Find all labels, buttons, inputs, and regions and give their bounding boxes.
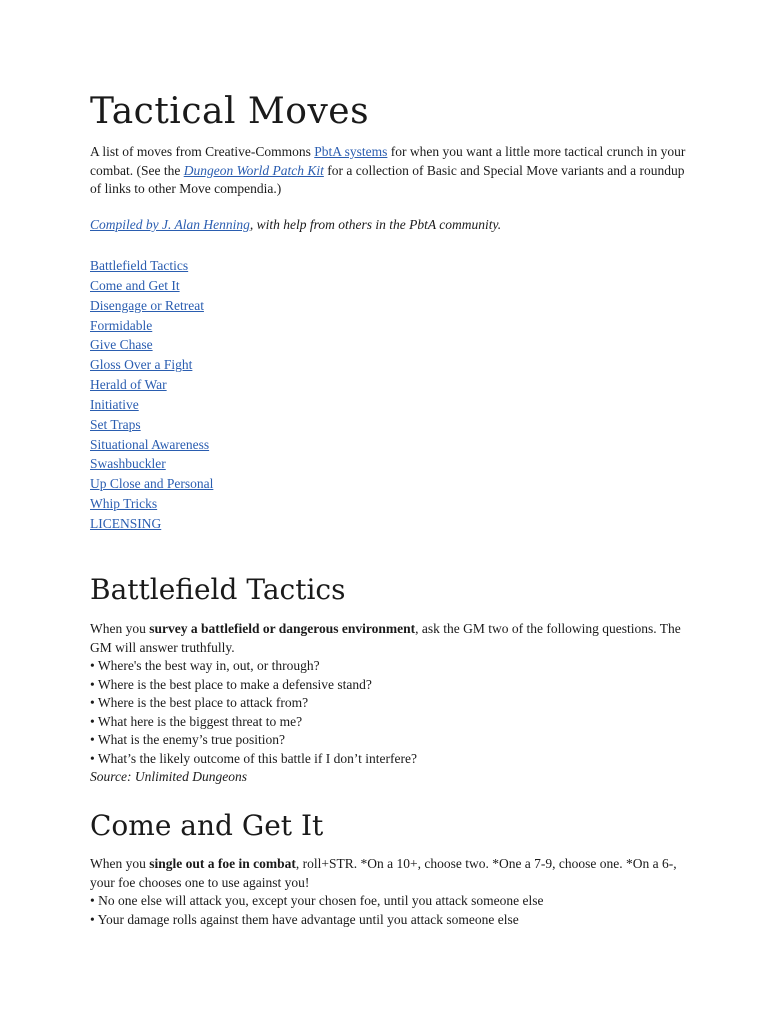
toc-link-set-traps[interactable]: Set Traps: [90, 416, 141, 432]
compiled-by-line: [90, 216, 690, 235]
toc-item: [90, 454, 213, 474]
section-heading-come-and-get-it: Come and Get It: [90, 809, 324, 842]
lead-text: , ask the GM two of the following questions. The GM will answer truthfully.: [90, 621, 681, 655]
toc-link-initiative[interactable]: Initiative: [90, 396, 139, 412]
toc-item: [90, 335, 213, 355]
toc-link-situational-awareness[interactable]: Situational Awareness: [90, 436, 210, 452]
lead-trigger: survey a battlefield or dangerous environment: [149, 621, 416, 636]
toc-item: [90, 316, 213, 336]
author-link[interactable]: Compiled by J. Alan Henning: [90, 217, 250, 232]
toc-link-up-close-and-personal[interactable]: Up Close and Personal: [90, 476, 214, 492]
list-item: • Where's the best way in, out, or through?: [90, 658, 320, 673]
toc-link-give-chase[interactable]: Give Chase: [90, 337, 153, 353]
section-heading-battlefield-tactics: Battlefield Tactics: [90, 573, 346, 606]
intro-text-3: for a collection of Basic and Special Move variants and a roundup of links to other Move compendia.): [90, 162, 685, 196]
toc-item: [90, 474, 213, 494]
toc-item: [90, 494, 213, 514]
list-item: • What’s the likely outcome of this battle if I don’t interfere?: [90, 750, 418, 766]
lead-text: When you: [90, 856, 150, 871]
toc-item: [90, 435, 213, 455]
toc-link-whip-tricks[interactable]: Whip Tricks: [90, 496, 158, 512]
come-and-get-it-body: [90, 855, 690, 929]
toc-item: [90, 355, 213, 375]
lead-trigger: single out a foe in combat: [149, 856, 296, 871]
toc-link-licensing[interactable]: LICENSING: [90, 515, 162, 531]
intro-text-2: for when you want a little more tactical crunch in your combat. (See the: [90, 144, 686, 178]
list-item: • What is the enemy’s true position?: [90, 732, 285, 747]
toc-link-gloss-over-a-fight[interactable]: Gloss Over a Fight: [90, 357, 193, 373]
source-citation: Source: Unlimited Dungeons: [90, 769, 247, 784]
toc-link-formidable[interactable]: Formidable: [90, 317, 153, 333]
battlefield-tactics-body: [90, 620, 690, 787]
page-title: Tactical Moves: [90, 91, 370, 132]
toc-link-swashbuckler[interactable]: Swashbuckler: [90, 456, 166, 472]
toc-item: [90, 296, 213, 316]
battlefield-lead: [90, 620, 690, 657]
list-item: • Where is the best place to attack from?: [90, 695, 309, 710]
pbta-systems-link[interactable]: PbtA systems: [314, 144, 388, 159]
list-item: • Where is the best place to make a defensive stand?: [90, 676, 372, 692]
table-of-contents: [90, 256, 213, 534]
list-item: • No one else will attack you, except your chosen foe, until you attack someone else: [90, 893, 544, 908]
intro-paragraph: [90, 143, 690, 199]
list-item: • Your damage rolls against them have advantage until you attack someone else: [90, 911, 519, 927]
come-and-get-it-lead: [90, 855, 690, 892]
compiled-rest: , with help from others in the PbtA community.: [249, 217, 502, 232]
toc-item: [90, 514, 213, 534]
toc-item: [90, 256, 213, 276]
patch-kit-link[interactable]: Dungeon World Patch Kit: [183, 162, 324, 178]
toc-item: [90, 375, 213, 395]
lead-text: When you: [90, 621, 150, 636]
lead-text: , roll+STR. *On a 10+, choose two. *One a 7-9, choose one. *On a 6-, your foe chooses one to use against you!: [90, 856, 677, 890]
toc-item: [90, 415, 213, 435]
toc-link-come-and-get-it[interactable]: Come and Get It: [90, 277, 180, 293]
toc-item: [90, 276, 213, 296]
toc-link-herald-of-war[interactable]: Herald of War: [90, 377, 167, 393]
toc-link-disengage-or-retreat[interactable]: Disengage or Retreat: [90, 297, 204, 313]
toc-item: [90, 395, 213, 415]
intro-text-1: A list of moves from Creative-Commons: [90, 144, 315, 159]
toc-link-battlefield-tactics[interactable]: Battlefield Tactics: [90, 258, 189, 273]
list-item: • What here is the biggest threat to me?: [90, 713, 303, 729]
